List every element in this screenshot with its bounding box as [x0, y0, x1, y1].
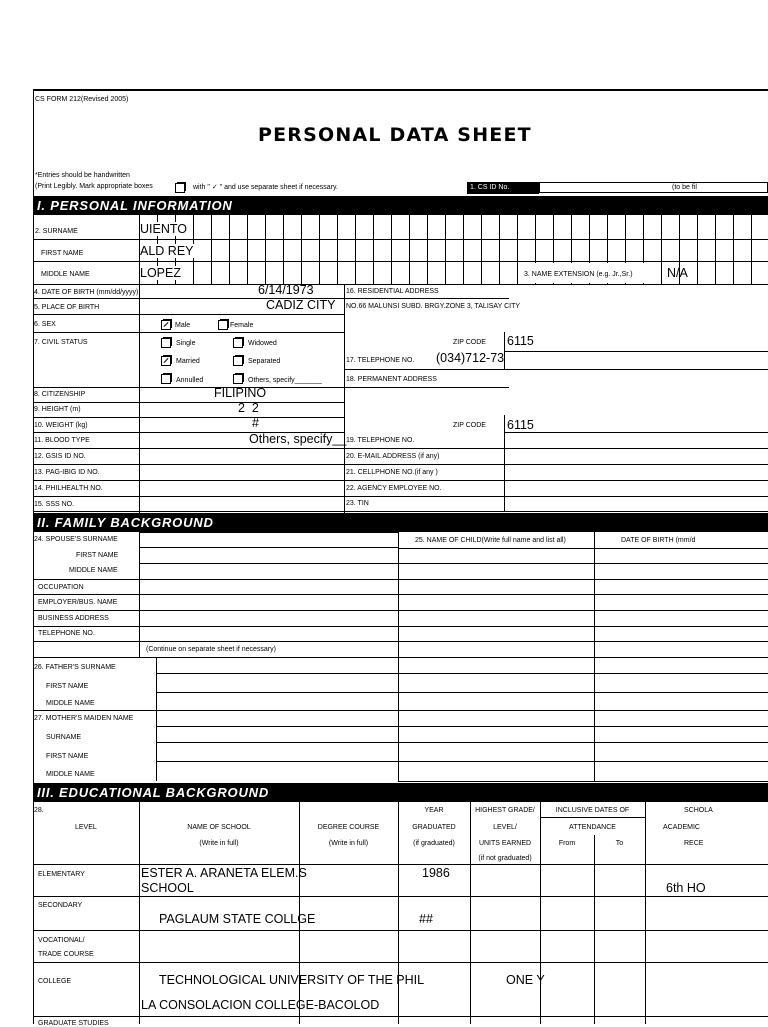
parent-row-line [156, 673, 398, 674]
others-status-checkbox[interactable] [233, 374, 243, 384]
pob-value[interactable]: CADIZ CITY [266, 298, 336, 312]
single-checkbox[interactable] [161, 338, 171, 348]
parent-row-line [156, 726, 398, 727]
name-grid-line [409, 215, 410, 284]
separated-label: Separated [248, 358, 281, 365]
child-row-line [398, 657, 768, 658]
cellphone-label: 21. CELLPHONE NO.(if any ) [346, 469, 438, 476]
weight-value[interactable]: # [252, 416, 259, 430]
pob-label: 5. PLACE OF BIRTH [34, 304, 100, 311]
cs-id-field[interactable] [539, 182, 768, 193]
section-educational-background: III. EDUCATIONAL BACKGROUND [33, 783, 768, 802]
form-code: CS FORM 212(Revised 2005) [35, 96, 129, 103]
family-row-line [33, 610, 398, 611]
single-label: Single [176, 340, 196, 347]
child-row-line [398, 641, 768, 642]
edu-header-scholarship-2: ACADEMIC [663, 824, 700, 831]
annulled-checkbox[interactable] [161, 374, 171, 384]
res-address-value[interactable]: NO.66 MALUNSI SUBD. BRGY.ZONE 3, TALISAY CITY [346, 303, 521, 310]
name-grid-line [391, 215, 392, 284]
level-college: COLLEGE [38, 978, 72, 985]
level-vocational-2: TRADE COURSE [38, 951, 94, 958]
name-grid-line [517, 215, 518, 284]
elementary-year[interactable]: 1986 [422, 866, 450, 880]
surname-value[interactable]: UIENTO [140, 222, 187, 236]
child-row-line [398, 692, 768, 693]
employer-label: EMPLOYER/BUS. NAME [38, 599, 118, 606]
mother-middle-name-label: MIDDLE NAME [46, 771, 95, 778]
res-zip-label: ZIP CODE [453, 339, 486, 346]
name-extension-value[interactable]: N/A [667, 266, 688, 280]
family-row-line [33, 579, 398, 580]
father-middle-name-label: MIDDLE NAME [46, 700, 95, 707]
name-grid-line [463, 215, 464, 284]
cs-id-note: (to be fil [672, 184, 697, 191]
children-header: 25. NAME OF CHILD(Write full name and list all) [415, 537, 566, 544]
dob-label: 4. DATE OF BIRTH (mm/dd/yyyy) [34, 289, 139, 296]
parent-row-line [33, 657, 398, 658]
edu-header-grade-2: LEVEL/ [493, 824, 517, 831]
female-label: Female [230, 322, 254, 329]
child-row-line [398, 726, 768, 727]
perm-zip-value[interactable]: 6115 [507, 418, 534, 432]
college-school-line1[interactable]: TECHNOLOGICAL UNIVERSITY OF THE PHIL [159, 973, 425, 987]
civil-status-label: 7. CIVIL STATUS [34, 339, 88, 346]
name-grid-line [427, 215, 428, 284]
edu-header-to: To [615, 840, 624, 847]
gsis-label: 12. GSIS ID NO. [34, 453, 86, 460]
edu-header-dates-1: INCLUSIVE DATES OF [555, 807, 630, 814]
edu-header-scholarship-1: SCHOLA [684, 807, 713, 814]
others-status-label: Others, specify_______ [248, 377, 322, 384]
parent-row-line [156, 742, 398, 743]
tel1-label: 17. TELEPHONE NO. [346, 357, 415, 364]
agency-no-label: 22. AGENCY EMPLOYEE NO. [346, 485, 442, 492]
name-grid-line [499, 215, 500, 284]
section-personal-information: I. PERSONAL INFORMATION [33, 196, 768, 215]
married-checkbox[interactable] [161, 356, 171, 366]
family-row-line [33, 626, 398, 627]
name-grid-line [733, 215, 734, 284]
name-grid-line [283, 215, 284, 284]
height-value[interactable]: 2 2 [238, 401, 259, 415]
secondary-school[interactable]: PAGLAUM STATE COLLGE [159, 912, 316, 926]
sex-label: 6. SEX [34, 321, 56, 328]
spouse-surname-label: 24. SPOUSE'S SURNAME [34, 536, 118, 543]
mother-surname-label: SURNAME [46, 734, 82, 741]
edu-header-degree-sub: (Write in full) [328, 840, 369, 847]
edu-header-scholarship-3: RECE [684, 840, 704, 847]
family-row-line [33, 594, 398, 595]
section-family-background: II. FAMILY BACKGROUND [33, 513, 768, 532]
male-checkbox[interactable] [161, 320, 171, 330]
college-grade[interactable]: ONE Y [506, 973, 545, 987]
first-name-label: FIRST NAME [41, 250, 84, 257]
child-row-line [398, 579, 768, 580]
instructions-line2a: (Print Legibly. Mark appropriate boxes [35, 183, 153, 190]
edu-header-dates-2: ATTENDANCE [569, 824, 616, 831]
dob-value[interactable]: 6/14/1973 [258, 283, 314, 297]
edu-header-year-1: YEAR [424, 807, 444, 814]
instructions-line2b: with " ✓ " and use separate sheet if necessary. [193, 184, 338, 191]
name-grid-line [301, 215, 302, 284]
father-surname-label: 26. FATHER'S SURNAME [34, 664, 116, 671]
perm-address-label: 18. PERMANENT ADDRESS [346, 376, 437, 383]
blood-type-label: 11. BLOOD TYPE [34, 437, 90, 444]
tel2-label: 19. TELEPHONE NO. [346, 437, 415, 444]
edu-header-grade-4: (if not graduated) [478, 855, 532, 862]
philhealth-label: 14. PHILHEALTH NO. [34, 485, 103, 492]
pagibig-label: 13. PAG-IBIG ID NO. [34, 469, 100, 476]
occupation-label: OCCUPATION [38, 584, 84, 591]
spouse-middle-name-label: MIDDLE NAME [69, 567, 118, 574]
name-grid-line [751, 215, 752, 284]
name-grid-line [481, 215, 482, 284]
elementary-honors[interactable]: 6th HO [666, 881, 706, 895]
child-row-line [398, 594, 768, 595]
college-school-line2[interactable]: LA CONSOLACION COLLEGE-BACOLOD [141, 998, 380, 1012]
secondary-year[interactable]: ## [419, 912, 433, 926]
child-row-line [398, 673, 768, 674]
tin-label: 23. TIN [346, 500, 369, 507]
cs-id-label: 1. CS ID No. [470, 184, 510, 191]
sss-label: 15. SSS NO. [34, 501, 75, 508]
separated-checkbox[interactable] [233, 356, 243, 366]
res-zip-value[interactable]: 6115 [507, 334, 534, 348]
child-row-line [398, 626, 768, 627]
business-address-label: BUSINESS ADDRESS [38, 615, 109, 622]
elementary-school-line2[interactable]: SCHOOL [141, 881, 194, 895]
male-label: Male [175, 322, 191, 329]
edu-header-year-3: (if graduated) [413, 840, 455, 847]
parent-row-line [156, 761, 398, 762]
edu-header-school-sub: (Write in full) [199, 840, 239, 847]
child-row-line [398, 742, 768, 743]
surname-label: 2. SURNAME [35, 228, 78, 235]
name-grid-line [715, 215, 716, 284]
married-label: Married [176, 358, 200, 365]
edu-header-degree: DEGREE COURSE [317, 824, 380, 831]
name-grid-line [445, 215, 446, 284]
name-grid-line [265, 215, 266, 284]
middle-name-value[interactable]: LOPEZ [140, 266, 181, 280]
edu-header-school: NAME OF SCHOOL [187, 824, 251, 831]
name-grid-line [337, 215, 338, 284]
weight-label: 10. WEIGHT (kg) [34, 422, 88, 429]
edu-header-year-2: GRADUATED [412, 824, 456, 831]
level-graduate-studies: GRADUATE STUDIES [38, 1020, 109, 1027]
elementary-school-line1[interactable]: ESTER A. ARANETA ELEM.S [141, 866, 307, 880]
child-row-line [398, 761, 768, 762]
father-first-name-label: FIRST NAME [46, 683, 89, 690]
edu-header-from: From [558, 840, 576, 847]
name-extension-label: 3. NAME EXTENSION (e.g. Jr.,Sr.) [524, 271, 633, 278]
edu-item-number: 28. [34, 807, 44, 814]
female-checkbox[interactable] [218, 320, 228, 330]
first-name-value[interactable]: ALD REY [140, 244, 194, 258]
widowed-label: Widowed [248, 340, 277, 347]
name-grid-line [211, 215, 212, 284]
level-elementary: ELEMENTARY [38, 871, 85, 878]
widowed-checkbox[interactable] [233, 338, 243, 348]
name-grid-line [355, 215, 356, 284]
child-row-line [398, 710, 768, 711]
name-grid-line [697, 215, 698, 284]
parent-row-line [156, 692, 398, 693]
mother-maiden-label: 27. MOTHER'S MAIDEN NAME [34, 715, 134, 722]
spouse-first-name-label: FIRST NAME [76, 552, 119, 559]
name-grid-line [229, 215, 230, 284]
parent-row-line [33, 710, 398, 711]
citizenship-value[interactable]: FILIPINO [214, 386, 267, 400]
res-address-label: 16. RESIDENTIAL ADDRESS [346, 288, 439, 295]
blood-type-value[interactable]: Others, specify__ [249, 432, 347, 446]
annulled-label: Annulled [176, 377, 204, 384]
child-row-line [398, 548, 768, 549]
edu-header-grade-1: HIGHEST GRADE/ [475, 807, 535, 814]
continue-note: (Continue on separate sheet if necessary) [146, 646, 276, 653]
sample-checkbox-icon [175, 183, 185, 193]
child-row-line [398, 781, 768, 782]
edu-header-grade-3: UNITS EARNED [478, 840, 532, 847]
name-grid-line [319, 215, 320, 284]
children-dob-header: DATE OF BIRTH (mm/d [621, 537, 696, 544]
name-grid-line [247, 215, 248, 284]
citizenship-label: 8. CITIZENSHIP [34, 391, 86, 398]
email-label: 20. E-MAIL ADDRESS (if any) [346, 453, 440, 460]
spouse-telephone-label: TELEPHONE NO. [38, 630, 95, 637]
perm-zip-label: ZIP CODE [453, 422, 486, 429]
mother-first-name-label: FIRST NAME [46, 753, 89, 760]
middle-name-label: MIDDLE NAME [41, 271, 90, 278]
height-label: 9. HEIGHT (m) [34, 406, 81, 413]
page-title: PERSONAL DATA SHEET [258, 124, 532, 146]
level-secondary: SECONDARY [38, 902, 83, 909]
edu-header-level: LEVEL [75, 824, 97, 831]
child-row-line [398, 610, 768, 611]
family-row-line [33, 641, 398, 642]
level-vocational-1: VOCATIONAL/ [38, 937, 85, 944]
name-grid-line [373, 215, 374, 284]
instructions-line1: *Entries should be handwritten [35, 172, 130, 179]
child-row-line [398, 563, 768, 564]
tel1-value[interactable]: (034)712-73 [436, 351, 505, 365]
